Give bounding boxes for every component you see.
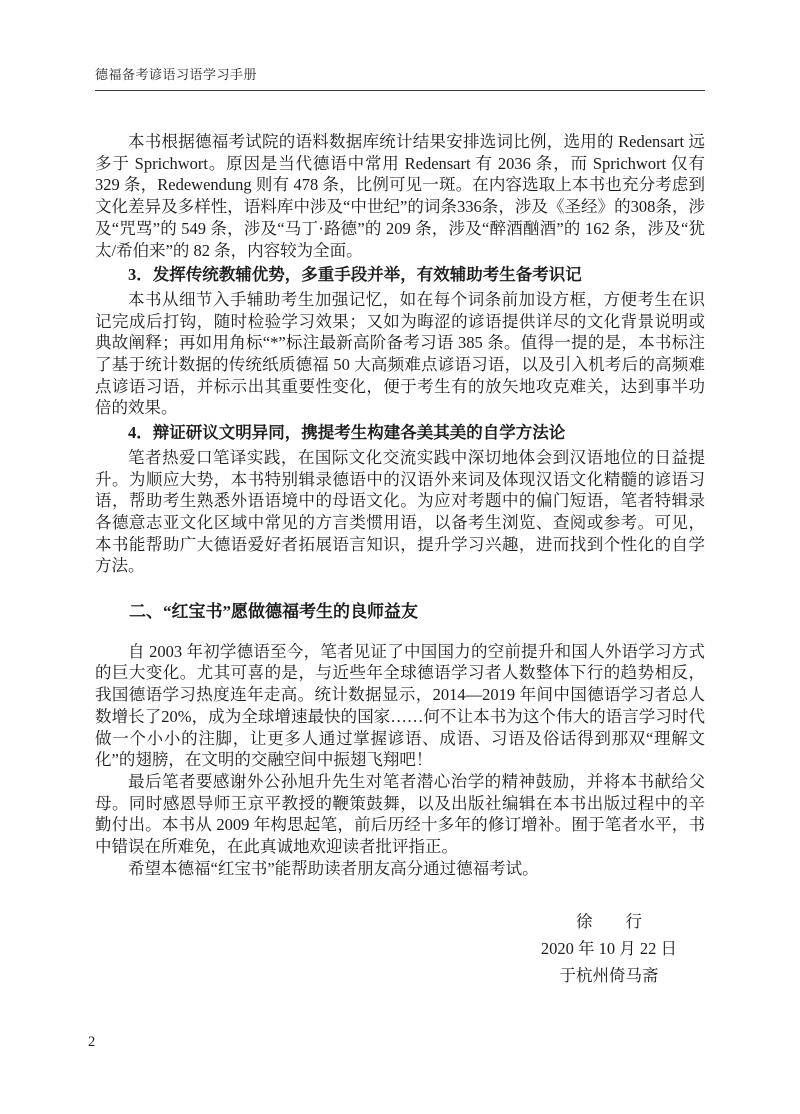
paragraph-intro: 本书根据德福考试院的语料数据库统计结果安排选词比例，选用的 Redensart 远多于 Sprichwort。原因是当代德语中常用 Redensart 有 2036 条，而 Sprichwort 仅有 329 条，Redewendung 则有 478 条，比例可见一斑。在内容选取上本书也充分考虑到文化差异及多样性，语料库中涉及“中世纪”的词条336条，涉及《圣经》的308条，涉及“咒骂”的 549 条，涉及“马丁·路德”的 209 条，涉及“醉酒酗酒”的 162 条，涉及“犹太/希伯来”的 82 条，内容较为全面。 <box>95 132 705 260</box>
page-body <box>95 131 705 989</box>
page-number: 2 <box>88 1034 96 1050</box>
running-header <box>95 0 705 91</box>
paragraph-5: 自 2003 年初学德语至今，笔者见证了中国国力的空前提升和国人外语学习方式的巨大变化。尤其可喜的是，与近些年全球德语学习者人数整体下行的趋势相反，我国德语学习热度连年走高。统计数据显示，2014—2019 年间中国德语学习者总人数增长了20%，成为全球增速最快的国家……何不让本书为这个伟大的语言学习时代做一个小小的注脚，让更多人通过掌握谚语、成语、习语及俗话得到那双“理解文化”的翅膀，在文明的交融空间中振翅飞翔吧！ <box>95 641 705 770</box>
paragraph-3: 本书从细节入手辅助考生加强记忆，如在每个词条前加设方框，方便考生在识记完成后打钩，随时检验学习效果；又如为晦涩的谚语提供详尽的文化背景说明或典故阐释；再如用角标“*”标注最新高阶备考习语 385 条。值得一提的是，本书标注了基于统计数据的传统纸质德福 50 大高频难点谚语习语，以及引入机考后的高频难点谚语习语，并标示出其重要性变化，便于考生有的放矢地攻克难关，达到事半功倍的效果。 <box>95 289 705 418</box>
subheading-3: 3．发挥传统教辅优势，多重手段并举，有效辅助考生备考识记 <box>128 265 582 285</box>
book-page <box>95 0 705 1114</box>
signature-block <box>541 908 677 989</box>
signature-date: 2020 年 10 月 22 日 <box>540 938 677 958</box>
paragraph-6: 最后笔者要感谢外公孙旭升先生对笔者潜心治学的精神鼓励，并将本书献给父母。同时感恩导师王京平教授的鞭策鼓舞，以及出版社编辑在本书出版过程中的辛勤付出。本书从 2009 年构思起笔，前后历经十多年的修订增补。囿于笔者水平，书中错误在所难免，在此真诚地欢迎读者批评指正。 <box>95 771 705 857</box>
running-header-title: 德福备考谚语习语学习手册 <box>95 67 258 82</box>
signature-name: 徐 行 <box>575 911 642 931</box>
section-heading: 二、“红宝书”愿做德福考生的良师益友 <box>129 602 418 622</box>
paragraph-7: 希望本德福“红宝书”能帮助读者朋友高分通过德福考试。 <box>128 858 539 878</box>
signature-place: 于杭州倚马斋 <box>559 965 659 985</box>
paragraph-4: 笔者热爱口笔译实践，在国际文化交流实践中深切地体会到汉语地位的日益提升。为顺应大势，本书特别辑录德语中的汉语外来词及体现汉语文化精髓的谚语习语，帮助考生熟悉外语语境中的母语文化。为应对考题中的偏门短语，笔者特辑录各德意志亚文化区域中常见的方言类惯用语，以备考生浏览、查阅或参考。可见，本书能帮助广大德语爱好者拓展语言知识，提升学习兴趣，进而找到个性化的自学方法。 <box>95 447 705 576</box>
subheading-4: 4．辩证研议文明异同，携提考生构建各美其美的自学方法论 <box>128 423 566 443</box>
